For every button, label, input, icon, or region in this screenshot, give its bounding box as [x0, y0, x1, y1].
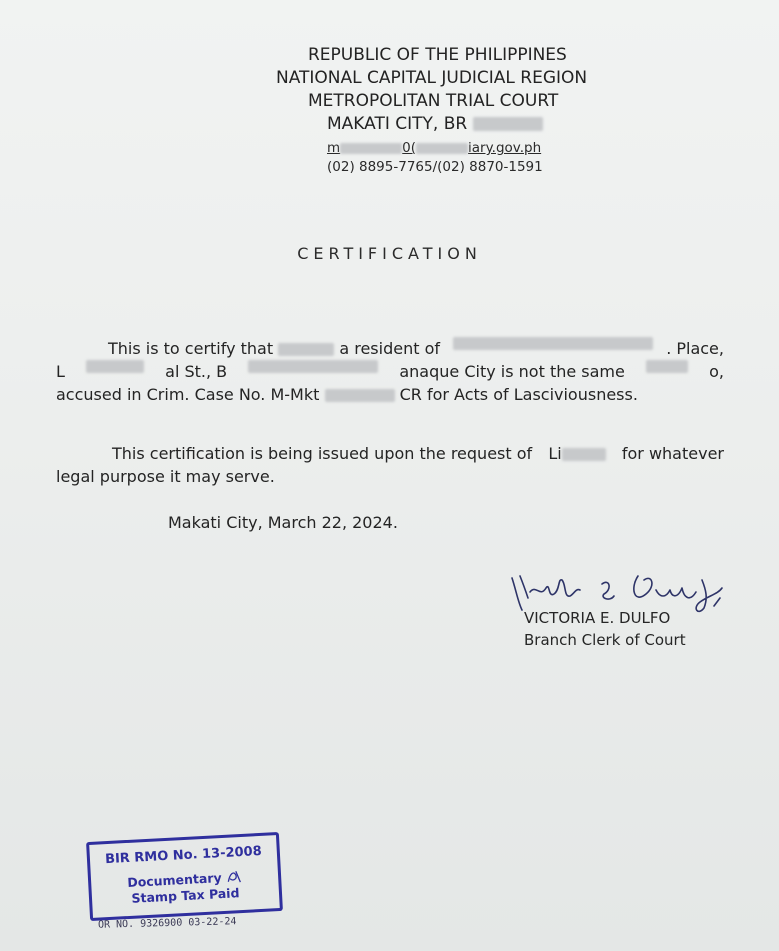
signatory-name: VICTORIA E. DULFO [524, 609, 671, 627]
redaction-blur [340, 143, 402, 154]
paragraph-line [56, 383, 724, 406]
email-fragment-c: iary.gov.ph [468, 140, 542, 156]
redaction-blur [325, 389, 395, 402]
text-fragment: CR for Acts of Lasciviousness. [399, 385, 638, 404]
text-fragment: Li [548, 444, 562, 463]
text-fragment: anaque City is not the same [399, 362, 625, 381]
redaction-blur [416, 143, 468, 154]
court-header [270, 44, 610, 177]
signatory-block [524, 607, 686, 651]
stamp-rmo-line: BIR RMO No. 13-2008 [104, 843, 263, 868]
stamp-tax-paid-line: Stamp Tax Paid [131, 885, 240, 906]
header-phone: (02) 8895-7765/(02) 8870-1591 [327, 159, 543, 175]
header-email [327, 139, 610, 158]
text-fragment: for whatever [621, 444, 724, 463]
header-region: NATIONAL CAPITAL JUDICIAL REGION [276, 68, 588, 88]
paragraph-line [56, 360, 724, 383]
email-fragment-a: m [327, 140, 341, 156]
redaction-blur [453, 337, 653, 350]
text-fragment: a resident of [339, 339, 440, 358]
header-branch [327, 113, 610, 136]
stamp-or-number: OR NO. 9326900 03-22-24 [97, 916, 237, 931]
text-fragment: This is to certify that [108, 339, 274, 358]
paragraph-line [56, 442, 724, 465]
signatory-position: Branch Clerk of Court [524, 631, 686, 649]
stamp-documentary-text: Documentary [126, 870, 223, 890]
redaction-blur [248, 360, 378, 373]
text-run [548, 442, 605, 465]
paragraph-line [56, 337, 724, 360]
redaction-blur [646, 360, 688, 373]
text-fragment: . Place, [666, 339, 724, 358]
redaction-blur [473, 117, 543, 131]
header-republic: REPUBLIC OF THE PHILIPPINES [308, 45, 567, 65]
header-court: METROPOLITAN TRIAL COURT [308, 91, 559, 111]
text-fragment: This certification is being issued upon the request of [112, 444, 533, 463]
email-fragment-b: 0( [402, 140, 417, 156]
document-title: CERTIFICATION [297, 244, 482, 263]
request-paragraph [56, 442, 724, 488]
redaction-blur [86, 360, 144, 373]
text-fragment: o, [709, 362, 724, 381]
text-fragment: L [56, 362, 65, 381]
redaction-blur [278, 343, 334, 356]
stamp-initials-mark [226, 869, 243, 884]
text-fragment: accused in Crim. Case No. M-Mkt [56, 385, 320, 404]
certification-paragraph [56, 337, 724, 406]
place-and-date: Makati City, March 22, 2024. [168, 513, 398, 532]
documentary-stamp [86, 832, 283, 921]
header-branch-text: MAKATI CITY, BR [327, 114, 468, 134]
text-run [56, 337, 440, 360]
paragraph-line: legal purpose it may serve. [56, 467, 275, 486]
text-fragment: al St., B [165, 362, 228, 381]
redaction-blur [562, 448, 606, 461]
